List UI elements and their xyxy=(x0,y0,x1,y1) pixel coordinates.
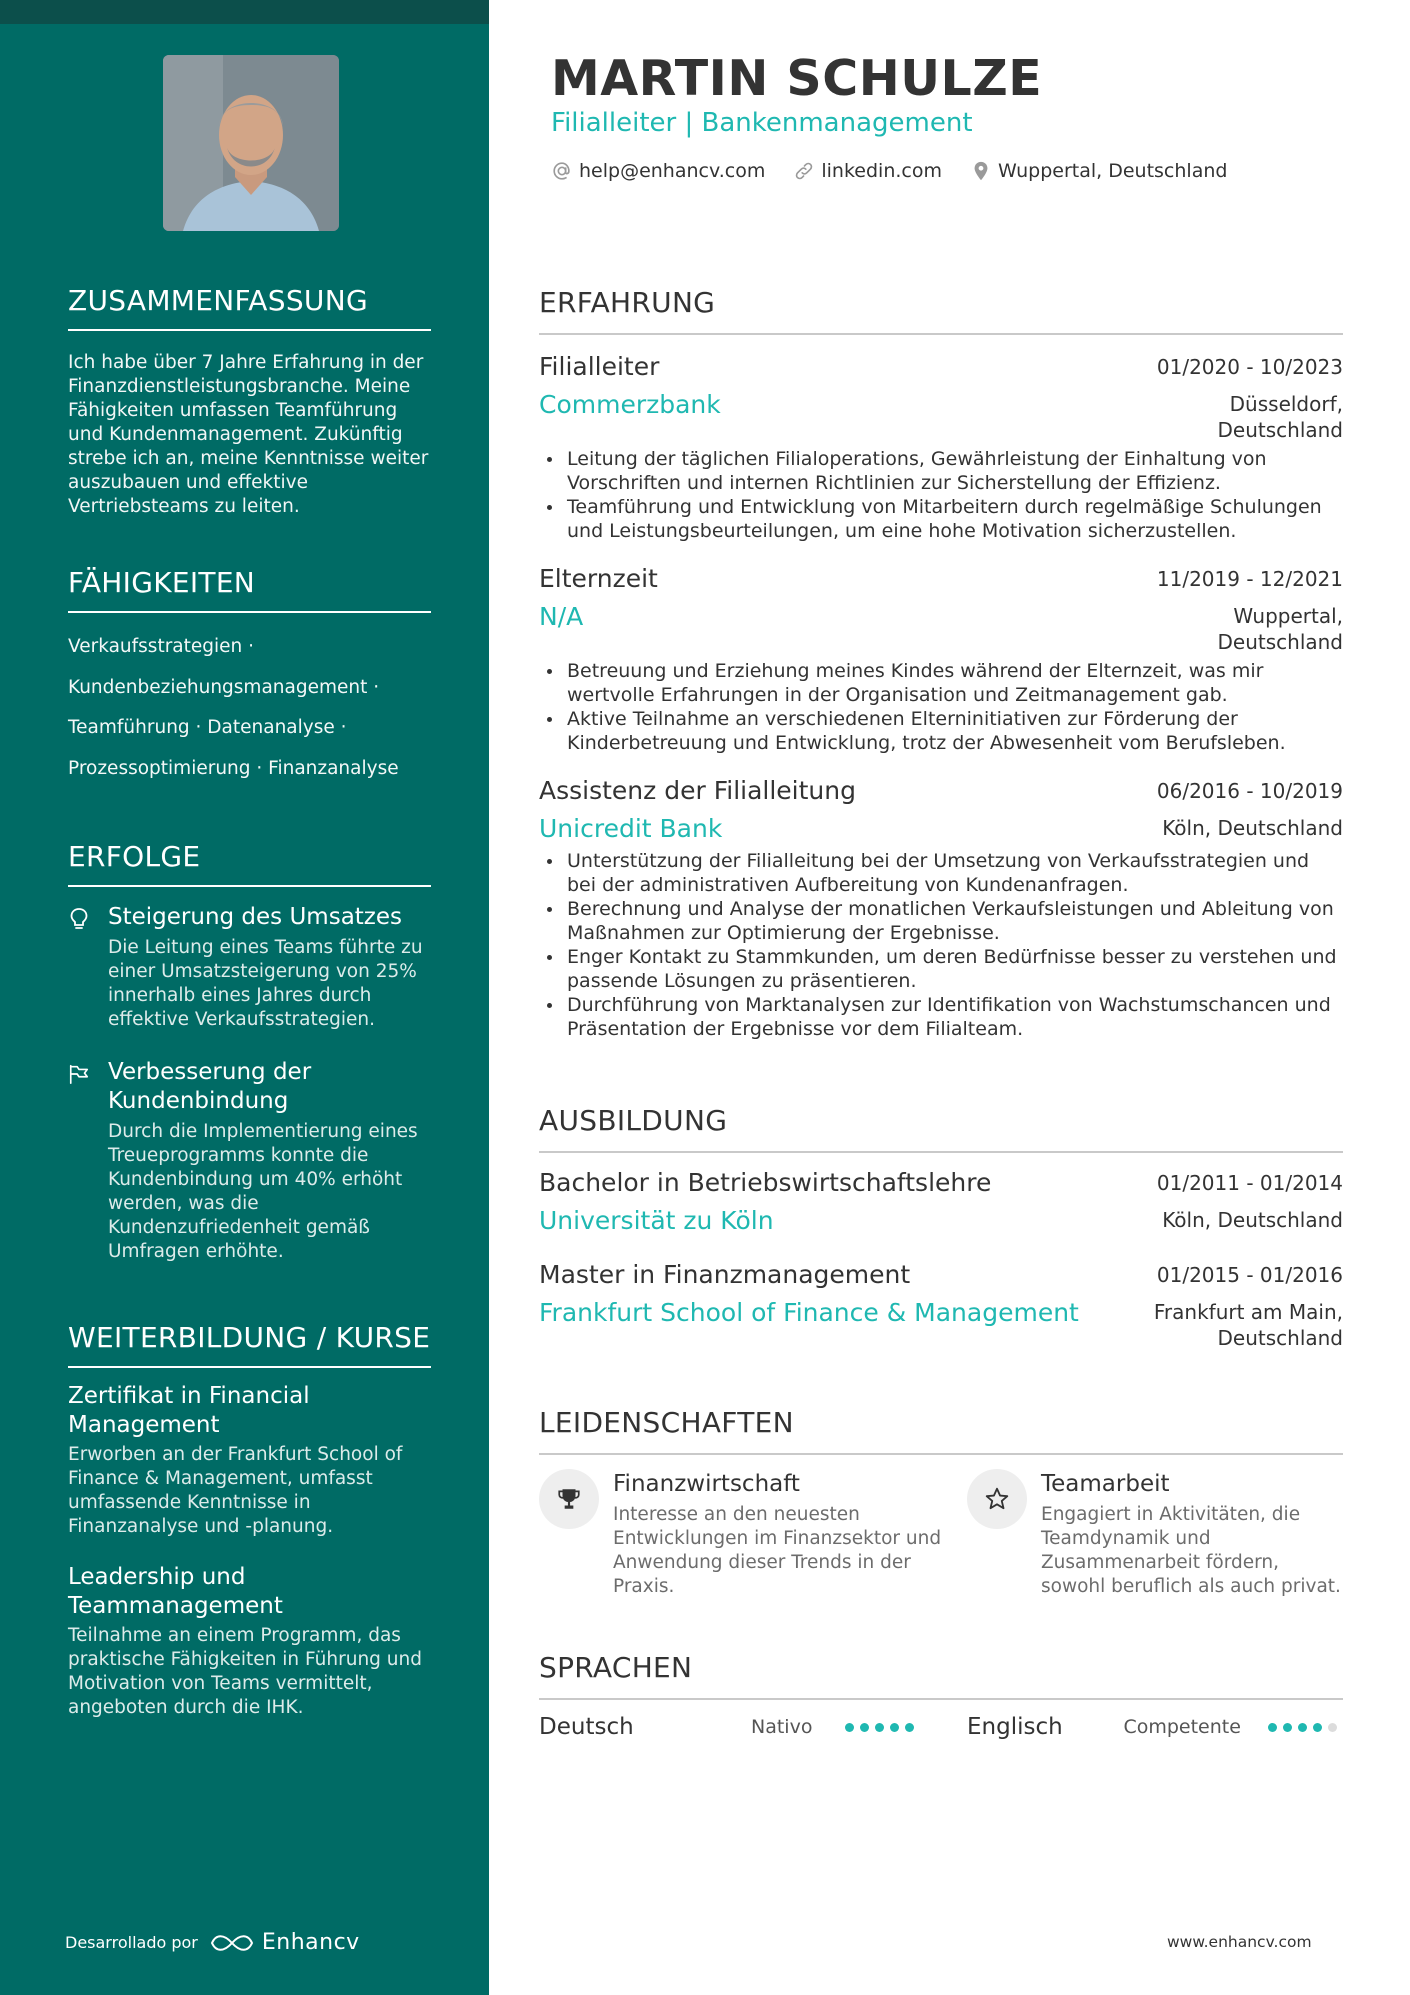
course-title: Leadership und Teammanagement xyxy=(68,1564,283,1619)
person-name: MARTIN SCHULZE xyxy=(551,50,1043,107)
achievements-section xyxy=(68,840,431,1264)
achievement-description: Durch die Implementierung eines Treueprogramms konnte die Kundenbindung um 40% erhöht werden, was die Kundenzufriedenheit gemäß Umfragen erhöhte. xyxy=(108,1121,418,1262)
rating-dot-filled xyxy=(1298,1723,1307,1732)
lightbulb-icon xyxy=(68,903,108,1032)
achievement-title: Verbesserung der Kundenbindung xyxy=(108,1059,312,1114)
job-dates: 06/2016 - 10/2019 xyxy=(1156,779,1343,803)
job-role: Assistenz der Filialleitung xyxy=(539,776,856,805)
passions-title: LEIDENSCHAFTEN xyxy=(539,1406,1343,1455)
enhancv-logo-icon xyxy=(210,1931,254,1955)
rating-dot-filled xyxy=(890,1723,899,1732)
language-name: Deutsch xyxy=(539,1714,634,1740)
skills-title: FÄHIGKEITEN xyxy=(68,566,431,613)
contact-location xyxy=(970,160,1227,182)
experience-section xyxy=(539,286,1343,1041)
course-description: Erworben an der Frankfurt School of Finance & Management, umfasst umfassende Kenntnisse in Finanzanalyse und -planung. xyxy=(68,1444,403,1537)
language-rating xyxy=(1268,1723,1343,1732)
job-bullets xyxy=(539,849,1343,1041)
job-dates: 11/2019 - 12/2021 xyxy=(1156,567,1343,591)
linkedin-text: linkedin.com xyxy=(821,160,942,182)
language-rating xyxy=(845,1723,920,1732)
achievement-item xyxy=(68,903,431,1032)
course-item xyxy=(68,1563,431,1720)
education-school: Universität zu Köln xyxy=(539,1206,774,1235)
experience-title: ERFAHRUNG xyxy=(539,286,1343,335)
skills-section xyxy=(68,566,431,789)
job-bullet: Leitung der täglichen Filialoperations, Gewährleistung der Einhaltung von Vorschriften und internen Richtlinien zur Sicherstellung der Effizienz. xyxy=(539,447,1343,495)
sidebar-top-bar xyxy=(0,0,489,24)
education-dates: 01/2011 - 01/2014 xyxy=(1156,1171,1343,1195)
education-degree: Bachelor in Betriebswirtschaftslehre xyxy=(539,1168,992,1197)
education-school: Frankfurt School of Finance & Management xyxy=(539,1298,1079,1327)
skill-line: Prozessoptimierung · Finanzanalyse xyxy=(68,757,399,779)
course-item xyxy=(68,1382,431,1539)
contact-row xyxy=(551,160,1255,182)
profile-photo xyxy=(163,55,339,231)
email-text: help@enhancv.com xyxy=(579,160,766,182)
rating-dot-filled xyxy=(845,1723,854,1732)
language-item xyxy=(967,1714,1343,1740)
summary-text: Ich habe über 7 Jahre Erfahrung in der Finanzdienstleistungsbranche. Meine Fähigkeiten umfassen Teamführung und Kundenmanagement. Zukünftig strebe ich an, meine Kenntnisse weiter auszubauen und effektive Vertriebsteams zu leiten. xyxy=(68,352,429,517)
rating-dot-filled xyxy=(860,1723,869,1732)
passion-title: Finanzwirtschaft xyxy=(613,1471,800,1497)
summary-title: ZUSAMMENFASSUNG xyxy=(68,284,431,331)
passion-description: Interesse an den neuesten Entwicklungen im Finanzsektor und Anwendung dieser Trends in der Praxis. xyxy=(613,1504,942,1597)
job-entry xyxy=(539,563,1343,755)
job-location: Wuppertal, Deutschland xyxy=(1217,604,1343,654)
job-bullets xyxy=(539,447,1343,543)
achievement-item xyxy=(68,1058,431,1264)
education-section xyxy=(539,1104,1343,1351)
education-entry xyxy=(539,1259,1343,1351)
job-bullet: Teamführung und Entwicklung von Mitarbeitern durch regelmäßige Schulungen und Leistungsbeurteilungen, um eine hohe Motivation sicherzustellen. xyxy=(539,495,1343,543)
at-icon xyxy=(551,160,573,182)
passions-section xyxy=(539,1406,1343,1599)
contact-email[interactable] xyxy=(551,160,765,182)
education-dates: 01/2015 - 01/2016 xyxy=(1156,1263,1343,1287)
summary-section xyxy=(68,284,431,519)
course-description: Teilnahme an einem Programm, das praktische Fähigkeiten in Führung und Motivation von Teams vermittelt, angeboten durch die IHK. xyxy=(68,1625,422,1718)
job-bullet: Durchführung von Marktanalysen zur Identifikation von Wachstumschancen und Präsentation der Ergebnisse vor dem Filialteam. xyxy=(539,993,1343,1041)
education-title: AUSBILDUNG xyxy=(539,1104,1343,1153)
rating-dot-filled xyxy=(1283,1723,1292,1732)
passion-description: Engagiert in Aktivitäten, die Teamdynamik und Zusammenarbeit fördern, sowohl beruflich als auch privat. xyxy=(1041,1504,1341,1597)
language-item xyxy=(539,1714,967,1740)
location-pin-icon xyxy=(970,160,992,182)
achievement-title: Steigerung des Umsatzes xyxy=(108,904,403,930)
language-name: Englisch xyxy=(967,1714,1063,1740)
job-bullet: Betreuung und Erziehung meines Kindes während der Elternzeit, was mir wertvolle Erfahrungen in der Organisation und Zeitmanagement gab. xyxy=(539,659,1343,707)
skills-list xyxy=(68,627,431,789)
languages-title: SPRACHEN xyxy=(539,1651,1343,1700)
job-location: Köln, Deutschland xyxy=(1162,816,1343,840)
achievements-title: ERFOLGE xyxy=(68,840,431,887)
powered-by xyxy=(65,1930,360,1955)
rating-dot-filled xyxy=(1268,1723,1277,1732)
job-bullets xyxy=(539,659,1343,755)
language-level: Nativo xyxy=(751,1716,813,1738)
link-icon xyxy=(793,160,815,182)
job-company: Unicredit Bank xyxy=(539,814,723,843)
job-role: Filialleiter xyxy=(539,352,660,381)
education-location: Köln, Deutschland xyxy=(1162,1208,1343,1232)
job-bullet: Berechnung und Analyse der monatlichen Verkaufsleistungen und Ableitung von Maßnahmen zur Optimierung der Ergebnisse. xyxy=(539,897,1343,945)
passion-item xyxy=(539,1469,967,1599)
job-company: N/A xyxy=(539,602,584,631)
location-text: Wuppertal, Deutschland xyxy=(998,160,1228,182)
contact-linkedin[interactable] xyxy=(793,160,942,182)
rating-dot-filled xyxy=(875,1723,884,1732)
passion-item xyxy=(967,1469,1343,1599)
job-dates: 01/2020 - 10/2023 xyxy=(1156,355,1343,379)
footer-website-link[interactable]: www.enhancv.com xyxy=(1167,1933,1312,1951)
courses-title: WEITERBILDUNG / KURSE xyxy=(68,1321,431,1368)
job-bullet: Aktive Teilnahme an verschiedenen Elterninitiativen zur Förderung der Kinderbetreuung und Entwicklung, trotz der Abwesenheit vom Berufsleben. xyxy=(539,707,1343,755)
trophy-icon xyxy=(539,1469,599,1529)
languages-section xyxy=(539,1651,1343,1740)
job-company: Commerzbank xyxy=(539,390,721,419)
courses-section xyxy=(68,1321,431,1720)
skill-line: Teamführung · Datenanalyse · xyxy=(68,717,347,738)
achievement-description: Die Leitung eines Teams führte zu einer Umsatzsteigerung von 25% innerhalb eines Jahres durch effektive Verkaufsstrategien. xyxy=(108,937,423,1030)
skill-line: Kundenbeziehungsmanagement · xyxy=(68,676,380,698)
rating-dot-empty xyxy=(1328,1723,1337,1732)
job-bullet: Unterstützung der Filialleitung bei der Umsetzung von Verkaufsstrategien und bei der administrativen Aufbereitung von Kundenanfragen. xyxy=(539,849,1343,897)
star-icon xyxy=(967,1469,1027,1529)
flag-icon xyxy=(68,1058,108,1264)
job-role: Elternzeit xyxy=(539,564,658,593)
job-location: Düsseldorf, Deutschland xyxy=(1217,392,1343,442)
enhancv-brand-name: Enhancv xyxy=(261,1930,360,1955)
passion-title: Teamarbeit xyxy=(1041,1471,1170,1497)
education-entry xyxy=(539,1167,1343,1237)
sidebar xyxy=(0,0,489,1995)
job-entry xyxy=(539,351,1343,543)
person-subtitle: Filialleiter | Bankenmanagement xyxy=(551,108,973,138)
enhancv-logo[interactable] xyxy=(210,1930,360,1955)
profile-photo-image xyxy=(163,55,339,231)
powered-by-label: Desarrollado por xyxy=(65,1933,198,1952)
job-bullet: Enger Kontakt zu Stammkunden, um deren Bedürfnisse besser zu verstehen und passende Lösungen zu präsentieren. xyxy=(539,945,1343,993)
course-title: Zertifikat in Financial Management xyxy=(68,1383,310,1438)
rating-dot-filled xyxy=(905,1723,914,1732)
language-level: Competente xyxy=(1123,1716,1241,1738)
skill-line: Verkaufsstrategien · xyxy=(68,636,255,657)
education-location: Frankfurt am Main, Deutschland xyxy=(1153,1300,1343,1350)
rating-dot-filled xyxy=(1313,1723,1322,1732)
job-entry xyxy=(539,775,1343,1041)
education-degree: Master in Finanzmanagement xyxy=(539,1260,911,1289)
